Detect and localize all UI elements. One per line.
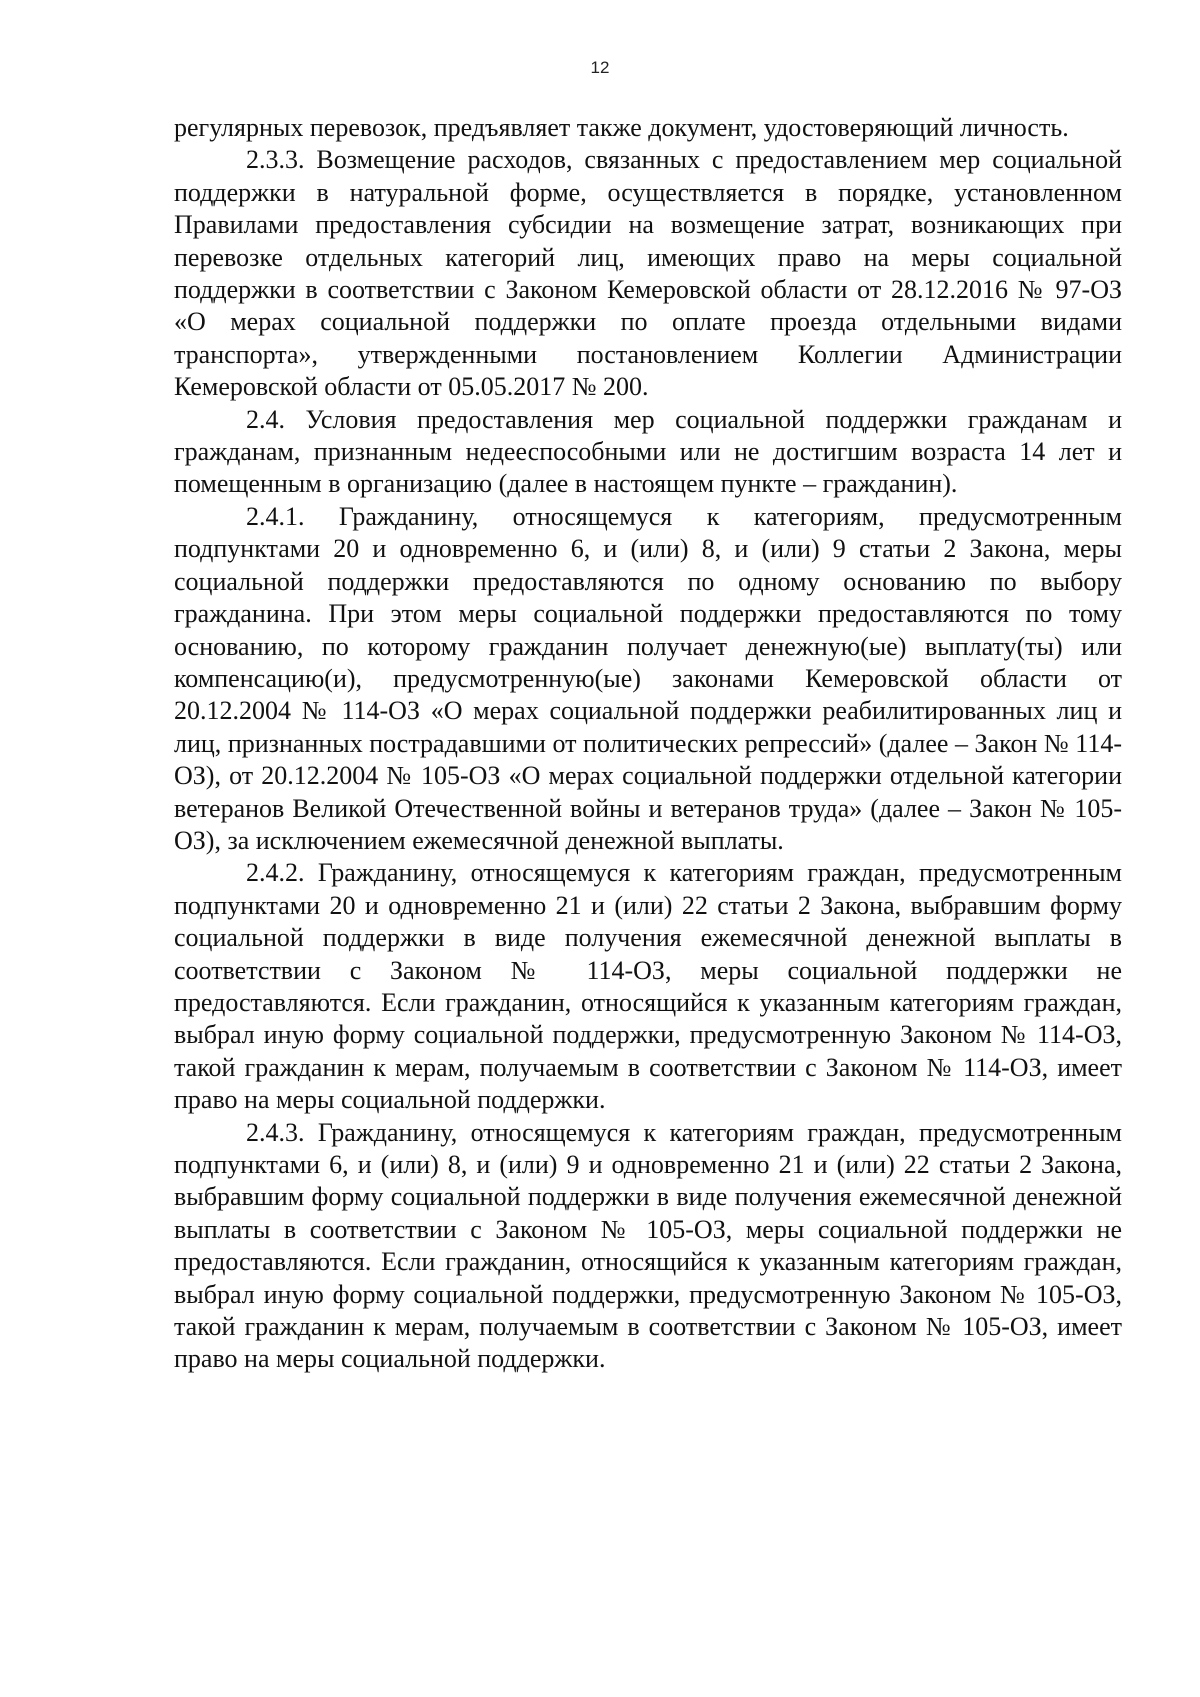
paragraph-2-4-2: 2.4.2. Гражданину, относящемуся к категориям граждан, предусмотренным подпунктами 20 и одновременно 21 и (или) 22 статьи 2 Закона, выбравшим форму социальной поддержки в виде получения ежемесячной денежной выплаты в соответствии с Законом № 114-ОЗ, меры социальной поддержки не предоставляются. Если гражданин, относящийся к указанным категориям граждан, выбрал иную форму социальной поддержки, предусмотренную Законом № 114-ОЗ, такой гражданин к мерам, получаемым в соответствии с Законом № 114-ОЗ, имеет право на меры социальной поддержки. xyxy=(174,858,1122,1115)
paragraph-2-4-1: 2.4.1. Гражданину, относящемуся к категориям, предусмотренным подпунктами 20 и одновременно 6, и (или) 8, и (или) 9 статьи 2 Закона, меры социальной поддержки предоставляются по одному основанию по выбору гражданина. При этом меры социальной поддержки предоставляются по тому основанию, по которому гражданин получает денежную(ые) выплату(ты) или компенсацию(и), предусмотренную(ые) законами Кемеровской области от 20.12.2004 № 114-ОЗ «О мерах социальной поддержки реабилитированных лиц и лиц, признанных пострадавшими от политических репрессий» (далее – Закон № 114-ОЗ), от 20.12.2004 № 105-ОЗ «О мерах социальной поддержки отдельной категории ветеранов Великой Отечественной войны и ветеранов труда» (далее – Закон № 105-ОЗ), за исключением ежемесячной денежной выплаты. xyxy=(174,501,1122,855)
paragraph-2-4-3: 2.4.3. Гражданину, относящемуся к категориям граждан, предусмотренным подпунктами 6, и (или) 8, и (или) 9 и одновременно 21 и (или) 22 статьи 2 Закона, выбравшим форму социальной поддержки в виде получения ежемесячной денежной выплаты в соответствии с Законом № 105-ОЗ, меры социальной поддержки не предоставляются. Если гражданин, относящийся к указанным категориям граждан, выбрал иную форму социальной поддержки, предусмотренную Законом № 105-ОЗ, такой гражданин к мерам, получаемым в соответствии с Законом № 105-ОЗ, имеет право на меры социальной поддержки. xyxy=(174,1117,1122,1374)
paragraph-2-4: 2.4. Условия предоставления мер социальной поддержки гражданам и гражданам, признанным недееспособными или не достигшим возраста 14 лет и помещенным в организацию (далее в настоящем пункте – гражданин). xyxy=(174,404,1122,499)
document-body xyxy=(174,112,1122,1376)
paragraph-continuation: регулярных перевозок, предъявляет также документ, удостоверяющий личность. xyxy=(174,113,1069,142)
paragraph-2-3-3: 2.3.3. Возмещение расходов, связанных с предоставлением мер социальной поддержки в натуральной форме, осуществляется в порядке, установленном Правилами предоставления субсидии на возмещение затрат, возникающих при перевозке отдельных категорий лиц, имеющих право на меры социальной поддержки в соответствии с Законом Кемеровской области от 28.12.2016 № 97-ОЗ «О мерах социальной поддержки по оплате проезда отдельными видами транспорта», утвержденными постановлением Коллегии Администрации Кемеровской области от 05.05.2017 № 200. xyxy=(174,145,1122,402)
page-number: 12 xyxy=(590,58,610,77)
